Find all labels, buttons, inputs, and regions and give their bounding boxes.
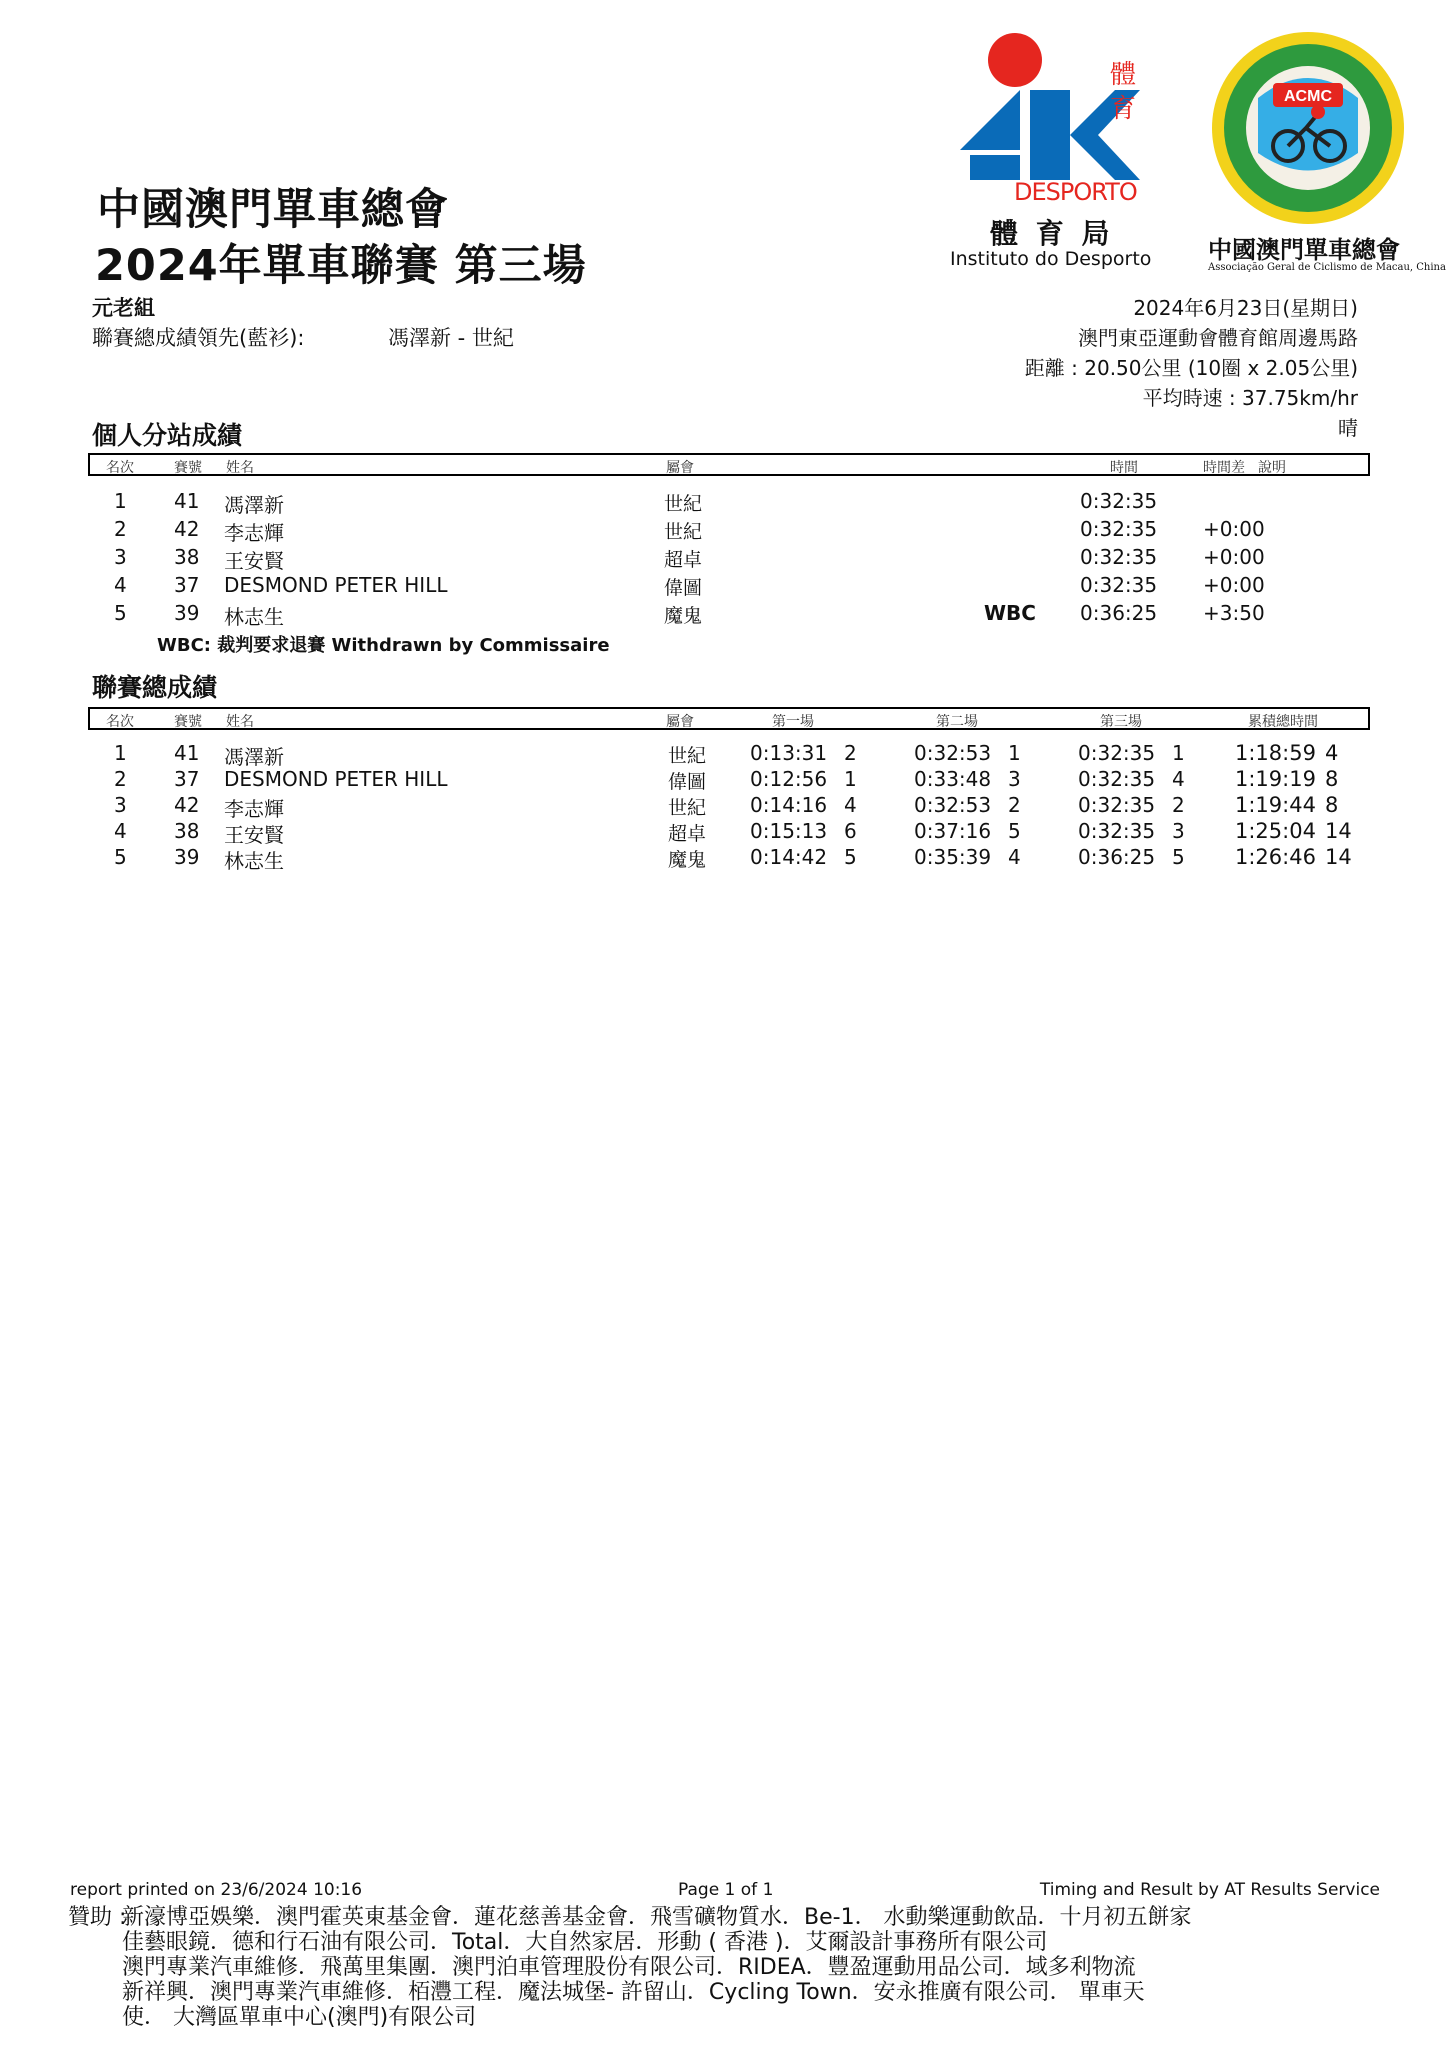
col-rank: 名次 — [106, 460, 134, 476]
table-cell: 2 — [1172, 793, 1185, 817]
page-number: Page 1 of 1 — [678, 1880, 774, 1900]
sponsor-list — [122, 1905, 1192, 2030]
table-cell: 1:19:44 — [1235, 793, 1316, 817]
table-row — [88, 767, 1370, 793]
acmc-name-pt: Associação Geral de Ciclismo de Macau, China — [1208, 262, 1446, 273]
table-cell: 偉圖 — [664, 577, 703, 599]
table-cell: 0:12:56 — [750, 767, 828, 791]
table-cell: 37 — [174, 767, 200, 791]
table-cell: 5 — [114, 845, 127, 869]
table-row — [88, 489, 1370, 515]
acmc-name-zh: 中國澳門單車總會 — [1208, 235, 1400, 264]
race-avg-speed: 平均時速 : 37.75km/hr — [1142, 386, 1358, 410]
sponsor-line: 澳門專業汽車維修．飛萬里集團．澳門泊車管理股份有限公司．RIDEA．豐盈運動用品公司．域多利物流 — [122, 1955, 1136, 1980]
table-cell: 14 — [1325, 819, 1352, 843]
table-cell: 3 — [1172, 819, 1185, 843]
table-cell: 李志輝 — [224, 521, 284, 545]
table-cell: 魔鬼 — [668, 849, 707, 871]
col-total: 累積總時間 — [1248, 714, 1318, 730]
table-cell: 超卓 — [668, 823, 707, 845]
table-cell: 0:32:53 — [914, 741, 992, 765]
table-row — [88, 545, 1370, 571]
race-weather: 晴 — [1338, 416, 1358, 440]
table-row — [88, 517, 1370, 543]
table-cell: 0:32:35 — [1078, 819, 1156, 843]
table-cell: 2 — [114, 767, 127, 791]
table-cell: 王安賢 — [224, 549, 284, 573]
table-cell: 38 — [174, 545, 200, 569]
table-cell: 0:37:16 — [914, 819, 992, 843]
acmc-emblem-icon — [1208, 28, 1408, 228]
table-cell: 1 — [844, 767, 857, 791]
table-cell: 0:32:35 — [1078, 741, 1156, 765]
stage-table-header — [88, 453, 1370, 476]
leader-value: 馮澤新 - 世紀 — [388, 326, 514, 350]
table-cell: DESMOND PETER HILL — [224, 573, 448, 597]
col-note: 說明 — [1258, 460, 1286, 476]
table-cell: 魔鬼 — [664, 605, 703, 627]
table-cell: 1 — [1172, 741, 1185, 765]
table-cell: 2 — [844, 741, 857, 765]
col-club: 屬會 — [666, 714, 694, 730]
leader-label: 聯賽總成績領先(藍衫): — [92, 326, 305, 350]
event-title: 2024年單車聯賽 第三場 — [95, 241, 587, 291]
table-cell: 4 — [844, 793, 857, 817]
col-bib: 賽號 — [174, 714, 202, 730]
table-row — [88, 819, 1370, 845]
col-race1: 第一場 — [772, 714, 814, 730]
table-cell: 0:14:42 — [750, 845, 828, 869]
table-cell: 8 — [1325, 793, 1339, 817]
table-cell: 超卓 — [664, 549, 703, 571]
table-cell: 馮澤新 — [224, 493, 284, 517]
sponsor-line: 新祥興．澳門專業汽車維修．栢灃工程．魔法城堡- 許留山．Cycling Town．安永推廣有限公司． 單車天 — [122, 1980, 1145, 2005]
race-distance: 距離 : 20.50公里 (10圈 x 2.05公里) — [1024, 356, 1358, 380]
table-cell: 0:36:25 — [1080, 601, 1158, 625]
table-row — [88, 601, 1370, 627]
table-cell: 5 — [844, 845, 857, 869]
col-race3: 第三場 — [1100, 714, 1142, 730]
table-cell: 2 — [114, 517, 127, 541]
table-cell: 馮澤新 — [224, 745, 284, 769]
table-cell: 0:32:35 — [1078, 793, 1156, 817]
table-cell: 14 — [1325, 845, 1352, 869]
table-cell: 0:32:35 — [1080, 489, 1158, 513]
table-row — [88, 741, 1370, 767]
table-cell: 1:25:04 — [1235, 819, 1316, 843]
sponsor-line: 使． 大灣區單車中心(澳門)有限公司 — [122, 2005, 477, 2030]
table-cell: 林志生 — [224, 605, 284, 629]
table-cell: 3 — [114, 545, 127, 569]
desporto-vertical-text: 體 育 — [1110, 60, 1137, 124]
col-rank: 名次 — [106, 714, 134, 730]
desporto-logo — [950, 30, 1160, 270]
table-cell: 0:32:53 — [914, 793, 992, 817]
race-date: 2024年6月23日(星期日) — [1133, 296, 1358, 320]
status-badge: WBC — [984, 601, 1036, 625]
col-name: 姓名 — [226, 460, 254, 476]
desporto-wordmark: DESPORTO — [1014, 178, 1137, 206]
table-cell: 5 — [1172, 845, 1185, 869]
table-cell: 37 — [174, 573, 200, 597]
table-cell: 王安賢 — [224, 823, 284, 847]
table-cell: +0:00 — [1203, 545, 1265, 569]
table-cell: 3 — [1008, 767, 1021, 791]
table-cell: 0:15:13 — [750, 819, 828, 843]
org-title: 中國澳門單車總會 — [97, 185, 449, 235]
table-cell: 4 — [1172, 767, 1185, 791]
race-venue: 澳門東亞運動會體育館周邊馬路 — [1078, 326, 1358, 350]
table-cell: 8 — [1325, 767, 1339, 791]
table-cell: 42 — [174, 793, 200, 817]
table-cell: 0:32:35 — [1080, 573, 1158, 597]
category-label: 元老組 — [92, 296, 155, 320]
table-cell: +0:00 — [1203, 517, 1265, 541]
sponsor-line: 佳藝眼鏡．德和行石油有限公司．Total．大自然家居．形動 ( 香港 )．艾爾設計事務所有限公司 — [122, 1930, 1048, 1955]
desporto-name-zh: 體 育 局 — [990, 217, 1114, 250]
table-cell: 0:32:35 — [1080, 517, 1158, 541]
table-cell: 39 — [174, 845, 200, 869]
table-cell: 1:26:46 — [1235, 845, 1316, 869]
table-cell: 0:36:25 — [1078, 845, 1156, 869]
table-cell: 世紀 — [668, 745, 707, 767]
table-cell: DESMOND PETER HILL — [224, 767, 448, 791]
table-cell: 1 — [114, 741, 127, 765]
stage-section-title: 個人分站成績 — [92, 421, 243, 450]
table-cell: 0:35:39 — [914, 845, 992, 869]
col-time: 時間 — [1110, 460, 1138, 476]
table-cell: 39 — [174, 601, 200, 625]
league-section-title: 聯賽總成績 — [92, 673, 218, 702]
table-row — [88, 793, 1370, 819]
sponsor-line: 新濠博亞娛樂．澳門霍英東基金會．蓮花慈善基金會．飛雪礦物質水．Be-1． 水動樂運動飲品．十月初五餅家 — [122, 1905, 1192, 1930]
col-bib: 賽號 — [174, 460, 202, 476]
table-cell: 0:32:35 — [1078, 767, 1156, 791]
table-cell: 41 — [174, 741, 200, 765]
svg-text:ACMC: ACMC — [1284, 88, 1332, 105]
col-name: 姓名 — [226, 714, 254, 730]
col-club: 屬會 — [666, 460, 694, 476]
table-cell: 42 — [174, 517, 200, 541]
sponsor-label: 贊助 : — [68, 1905, 127, 1930]
table-cell: 38 — [174, 819, 200, 843]
table-cell: 0:33:48 — [914, 767, 992, 791]
table-cell: 5 — [1008, 819, 1021, 843]
table-cell: +3:50 — [1203, 601, 1265, 625]
table-cell: 2 — [1008, 793, 1021, 817]
table-cell: 3 — [114, 793, 127, 817]
table-cell: 偉圖 — [668, 771, 707, 793]
table-cell: 1 — [1008, 741, 1021, 765]
table-cell: 4 — [114, 819, 127, 843]
table-cell: 6 — [844, 819, 857, 843]
table-cell: 4 — [114, 573, 127, 597]
table-cell: 1:18:59 — [1235, 741, 1316, 765]
table-cell: 4 — [1325, 741, 1339, 765]
printed-timestamp: report printed on 23/6/2024 10:16 — [70, 1880, 363, 1900]
table-row — [88, 573, 1370, 599]
desporto-name-pt: Instituto do Desporto — [950, 248, 1152, 270]
table-cell: 1 — [114, 489, 127, 513]
table-cell: 4 — [1008, 845, 1021, 869]
col-gap: 時間差 — [1203, 460, 1245, 476]
table-cell: 5 — [114, 601, 127, 625]
table-cell: 林志生 — [224, 849, 284, 873]
table-cell: 0:32:35 — [1080, 545, 1158, 569]
wbc-note: WBC: 裁判要求退賽 Withdrawn by Commissaire — [157, 635, 610, 656]
league-table-header — [88, 707, 1370, 730]
table-cell: +0:00 — [1203, 573, 1265, 597]
table-cell: 世紀 — [668, 797, 707, 819]
table-row — [88, 845, 1370, 871]
table-cell: 世紀 — [664, 521, 703, 543]
table-cell: 1:19:19 — [1235, 767, 1316, 791]
table-cell: 李志輝 — [224, 797, 284, 821]
table-cell: 0:13:31 — [750, 741, 828, 765]
table-cell: 0:14:16 — [750, 793, 828, 817]
timing-credit: Timing and Result by AT Results Service — [1039, 1880, 1380, 1900]
col-race2: 第二場 — [936, 714, 978, 730]
table-cell: 41 — [174, 489, 200, 513]
acmc-logo — [1200, 28, 1446, 278]
table-cell: 世紀 — [664, 493, 703, 515]
